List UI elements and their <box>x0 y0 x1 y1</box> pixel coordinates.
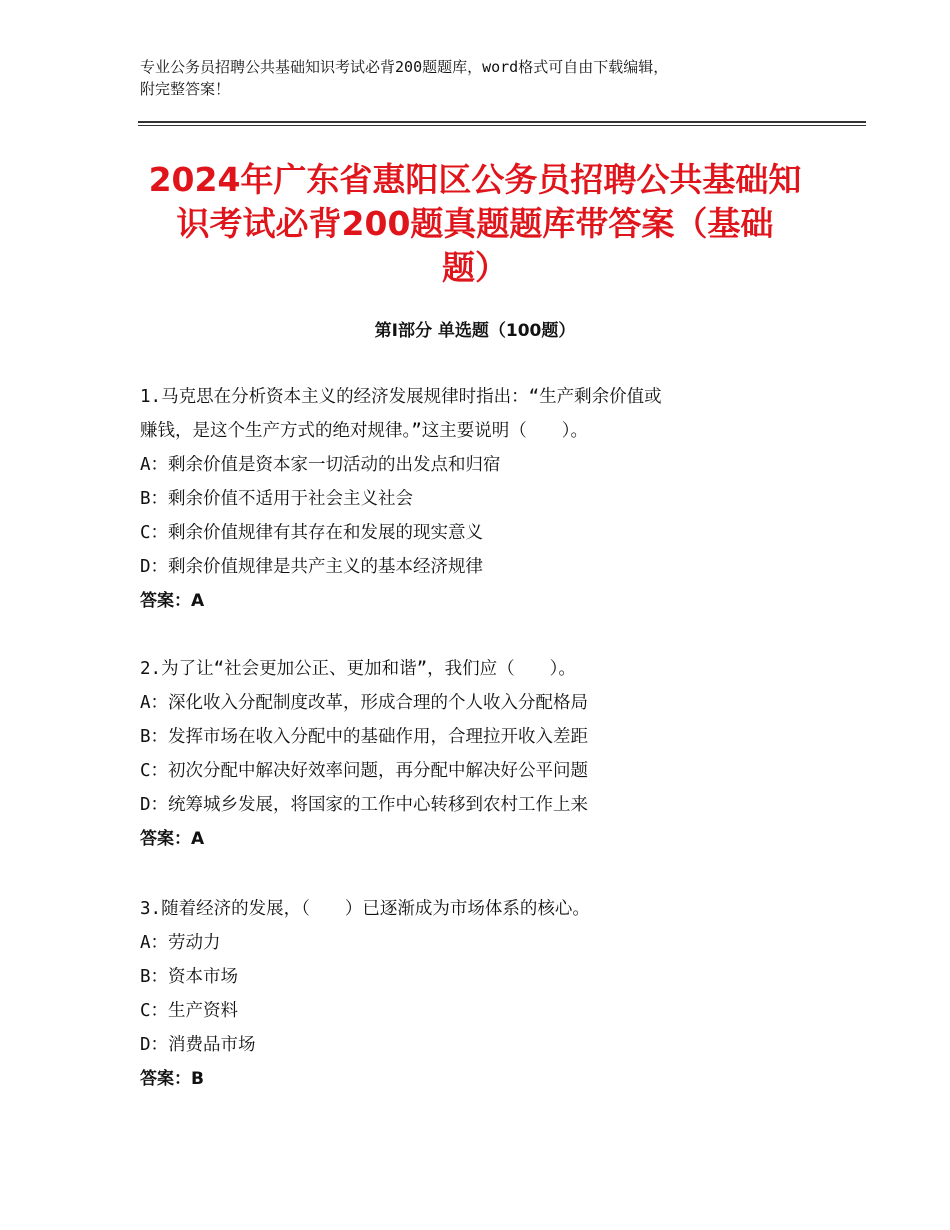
option-d: D：统筹城乡发展，将国家的工作中心转移到农村工作上来 <box>140 795 589 815</box>
option-d: D：消费品市场 <box>140 1035 256 1055</box>
question-stem: 1.马克思在分析资本主义的经济发展规律时指出：“生产剩余价值或 <box>140 387 662 407</box>
title-line: 题） <box>442 248 508 287</box>
option-d: D：剩余价值规律是共产主义的基本经济规律 <box>140 557 484 577</box>
option-c: C：生产资料 <box>140 1001 239 1021</box>
section-title: 第Ⅰ部分 单选题（100题） <box>374 321 576 341</box>
header-divider-thin <box>138 125 866 126</box>
title-line: 2024年广东省惠阳区公务员招聘公共基础知 <box>148 160 802 199</box>
option-b: B：剩余价值不适用于社会主义社会 <box>140 489 414 509</box>
answer: 答案：A <box>140 829 205 849</box>
question-stem: 3.随着经济的发展，（ ）已逐渐成为市场体系的核心。 <box>140 899 590 919</box>
option-b: B：发挥市场在收入分配中的基础作用，合理拉开收入差距 <box>140 727 589 747</box>
header-note-line: 专业公务员招聘公共基础知识考试必背200题题库，word格式可自由下载编辑， <box>140 58 669 76</box>
option-a: A：深化收入分配制度改革，形成合理的个人收入分配格局 <box>140 693 589 713</box>
option-c: C：剩余价值规律有其存在和发展的现实意义 <box>140 523 484 543</box>
option-b: B：资本市场 <box>140 967 239 987</box>
document-title <box>120 158 830 290</box>
option-a: A：剩余价值是资本家一切活动的出发点和归宿 <box>140 455 501 475</box>
question-stem: 赚钱，是这个生产方式的绝对规律。”这主要说明（ ）。 <box>140 421 589 441</box>
option-c: C：初次分配中解决好效率问题，再分配中解决好公平问题 <box>140 761 589 781</box>
answer: 答案：A <box>140 591 205 611</box>
question-stem: 2.为了让“社会更加公正、更加和谐”，我们应（ ）。 <box>140 659 576 679</box>
header-note <box>140 56 820 100</box>
question-3 <box>140 892 830 1096</box>
header-divider <box>138 121 866 123</box>
option-a: A：劳动力 <box>140 933 221 953</box>
header-note-line: 附完整答案！ <box>140 80 231 98</box>
question-1 <box>140 380 830 618</box>
answer: 答案：B <box>140 1069 204 1089</box>
title-line: 识考试必背200题真题题库带答案（基础 <box>176 204 774 243</box>
question-2 <box>140 652 830 856</box>
